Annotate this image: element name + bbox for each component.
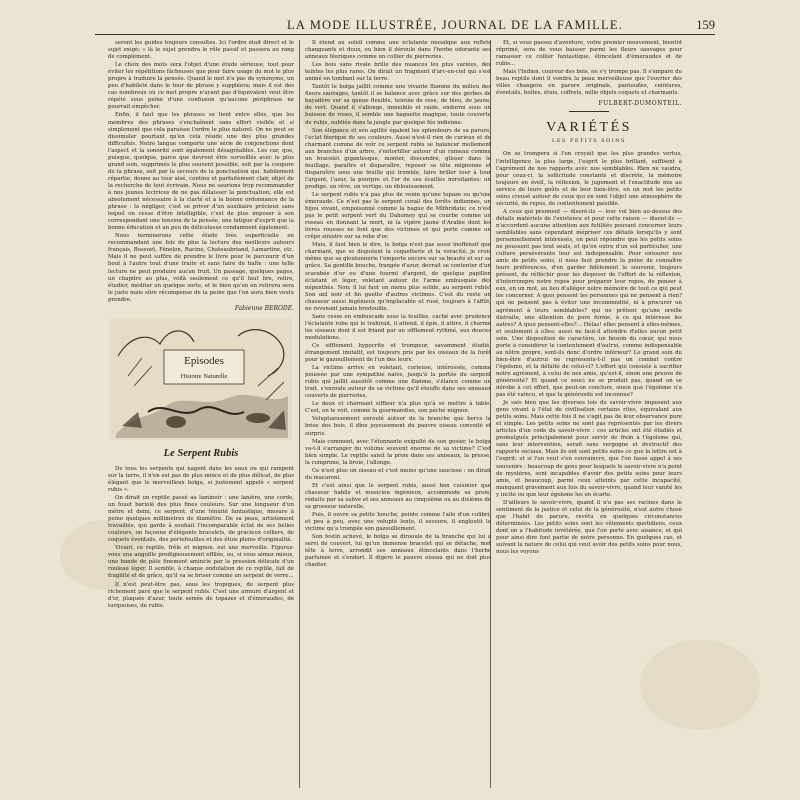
paragraph: Le choix des mots sera l'objet d'une étude sérieuse, tout pour éviter les répétitions fâcheuses que pour faire usage du mot le plus propre à traduire la pensée. Quand le mot n'a pas de synonyme, un peu d'habileté dans le tour de phrase y suppléera; mais il est des cas nombreux où ce mot propre n'ayant pas d'équivalent veut être répété sous peine d'une confusion qu'aucune périphrase ne pourrait empêcher. — [108, 62, 294, 111]
page-header — [95, 18, 715, 40]
paragraph: Le serpent rubis n'a pas plus de venin qu'une topaze ou qu'une émeraude. Ce n'est pas le serpent corail des forêts indiennes, un bijou vivant, empoisonné comme la bague de Mithridate; ce n'est pas le petit serpent vert du Dahomey qui se courbe comme un roseau en donnant la mort, ni la vipère jaune d'Arabie dont les livres rousses ne font que des victimes et qui porte comme un crêpe sinistre sur sa robe d'or. — [305, 191, 491, 241]
column-1 — [108, 40, 294, 611]
running-title: LA MODE ILLUSTRÉE, JOURNAL DE LA FAMILLE. — [287, 18, 623, 32]
paragraph: Puis, il ouvre sa petite bouche, peinte comme l'aile d'un colibri, et peu à peu, avec une volupté lente, il savoure, il engloutit la victime qu'a trompée son gazouillement. — [305, 512, 491, 533]
illustration-caption-1: Episodes — [184, 354, 224, 367]
paragraph: On se trompera si l'on croyait que les plus grandes vertus, l'intelligence la plus large, l'esprit le plus brillant, suffisent à l'agrément de nos rapports avec nos semblables. Rien ne vaudra, pour ceux-ci, la sollicitude constante et discrète, la mémoire toujours en éveil, la réflexion, le jugement et l'exactitude mis au service de leurs goûts et de leur bien-être, en un mot les petits soins creusé autour de ceux qui en sont l'objet une atmosphère de sécurité, de repos, de contentement paisible. — [496, 151, 682, 207]
paragraph: Et, si vous passez d'aventure, votre premier mouvement, bientôt réprimé, sera de vous baisser parmi les fleurs sauvages pour ramasser ce collier fantastique, étincelant d'émeraudes et de rubis... — [496, 40, 682, 68]
paragraph: On dirait un reptile passé au laminoir : une lanière, une corde, un fouet bariolé des plus fines couleurs. Sur une longueur d'un mètre et demi, ce serpent, d'une ténuité fantastique, mesure à peine quelques millimètres de diamètre. De sa peau, artistement travaillée, qui garde à souhait l'incomparable éclat de ses belles couleurs, on façonne d'élégants bracelets, de gracieux colliers, de coquets éventails, des portefeuilles et des étuis pleins d'originalité. — [108, 494, 294, 544]
illustration-caption-2: Histoire Naturelle — [180, 372, 228, 380]
paragraph: Le doux et charmant siffleur n'a plus qu'à se mettre à table. C'est, on le voit, comme la gourmandise, son péché mignon. — [305, 401, 491, 415]
engraving-illustration — [108, 316, 294, 442]
signature: FULBERT-DUMONTEIL. — [598, 100, 682, 108]
paragraph: D'ailleurs le savoir-vivre, quand il n'a pas ses racines dans le sentiment de la justice et celui de la générosité, n'est autre chose que l'habit de parure, revêtu en quelques circonstances déterminées. Les petits soins sont les vêtements quotidiens, ceux dont on a l'habitude invétérée, que l'on porte avec aisance, et qui pour ainsi dire font partie de notre personne. En quelques cas, et suivant la nature de celui qui veut avoir des petits soins pour nous, nous les voyons — [496, 499, 682, 556]
paragraph: Vivant, ce reptile, frêle et mignon, est une merveille. Figurez-vous une anguille prodigieusement effilée, ou, si vous aimez mieux, une bande de pâte finement amincie par la pression délicate d'un rouleau léger. Il semble, à chaque ondulation de ce reptile, fait de fragilité et de grâce, qu'il va se briser comme un serpent de verre... — [108, 545, 294, 580]
paragraph: seront les guides toujours consultés. Ici l'ordre était direct et le sujet exigé; « là le sujet prendra le rôle passif et passera au rang de complément. — [108, 40, 294, 61]
paragraph: Les bois sans rivale brille des nuances les plus variées, des teintes les plus rares. On dirait un fragment d'arc-en-ciel qui s'est animé en tombant sur la terre. — [305, 62, 491, 83]
paragraph: Mais, il faut bien le dire, le boïga n'est pas aussi inoffensif que charmant, que se disputent la coquetterie et la voracité; je crois même que sa gloutonnerie l'emporte encore sur sa beauté et sur sa grâce. Sa gentille bouche, frangée d'azur, devrait se contenter d'un scarabée d'or ou d'une fourmi d'argent, de quelque papillon éclatant et léger, voletant autour de l'arme embusquée des népenthès. Non; il lui faut un menu plus solide, au serpent rubis! Son œil noir et fin guette d'autres victimes. C'est du reste un chasseur aussi ingénieux qu'implacable et rusé, toujours à l'affût, ne revenant jamais bredouille. — [305, 242, 491, 312]
column-3 — [496, 40, 682, 557]
section-subtitle: LES PETITS SOINS — [552, 138, 626, 145]
paragraph: Enfin, il faut que les phrases se lient entre elles, que les membres des phrases s'enchaînent sans effort visible et si simplement que cela paraisse l'ordre le plus naturel. On ne peut se dissimuler pourtant qu'en cela réside une des plus grandes difficultés. Notre langue comporte une série de conjonctions dont l'aspect et la sonorité sont également désagréables. Les car, que, puisque, quoique, parce que devront être surveillés avec le plus grand soin, supprimés le plus souvent possible, soit par la coupure de la phrase, soit par le secours de la ponctuation qui, habilement répartie, donne au tour aisé, continu et parfaitement clair, objet de la recherche de tout écrivain. Nous ne saurions trop recommander à nos jeunes lectrices de ne pas délaisser la ponctuation; elle est absolument nécessaire à la clarté et à la bonne ordonnance de la phrase : la négliger, c'est se priver d'un auxiliaire précieux sans lequel on cesse d'être intelligible, c'est de plus imposer à son correspondant une tension de la pensée, une fatigue d'esprit que la bonne éducation et un peu de délicatesse condamnent également. — [108, 112, 294, 232]
bird-drawing — [166, 416, 186, 428]
paragraph: Je sais bien que les diverses lois du savoir-vivre imposent aux gens vivant à l'état de civilisation certains rites, équivalant aux petits soins. Mais cette fois il ne s'agit pas de leur observance pure et simple. Les petits soins ne sont pas représentés par les divers articles d'un code du savoir-vivre : ces articles ont été étudiés et promulgués principalement pour servir de frein à l'égoïsme qui, sans leur intervention, serait sans vergogne et destructif des rapports sociaux. Mais ils ont sont petits soins ce que la lettre est à l'esprit; et si l'on veut s'en convaincre, que l'on fasse appel à ses souvenirs : beaucoup de gens pour lesquels le savoir-vivre n'a point de mystères, sont incapables d'avoir des petits soins pour leurs amis, et beaucoup, parmi ceux atteints par cette incapacité, manquent gravement aux lois du savoir-vivre, quand leur vanité les y incite ou que leur égoïsme les en écarte. — [496, 400, 682, 498]
article-title: Le Serpent Rubis — [163, 447, 239, 459]
paragraph: De tous les serpents qui nagent dans les eaux ou qui rampent sur la terre, il n'en est pas de plus mince et de plus délicat, de plus élégant que le merveilleux boïga, si justement appelé « serpent rubis ». — [108, 465, 294, 493]
paragraph: Sans cesse en embuscade sous la feuillée, caché avec prudence l'éclatante robe qui le trahirait, il attend, il épie, il attire, il charme les oiseaux dont il est friand par un sifflement rythmé, aux douces modulations. — [305, 313, 491, 341]
header-rule — [95, 34, 715, 35]
paragraph: Mais l'Indien, coureur des bois, ne s'y trompe pas. Il s'empare du beau reptile dont il vendra la peau merveilleuse que l'ouvrier des villes changera en parure originale, pantoufles, ceintures, éventails, boîtes, étuis, coffrets, mille objets coquets et charmants. — [496, 69, 682, 97]
paragraph: La victime arrive en voletant, curieuse, intéressée, comme poussée par une sympathie naïve, jusqu'à la portée du serpent rubis qui jaillit aussitôt comme une flamme, s'élance comme un trait, s'enroule autour de sa victime qu'il étouffe dans ses anneaux couverts de pierreries. — [305, 365, 491, 400]
paragraph: Son festin achevé, le boïga se dirooule de la branche qui lui a servi de couvert, lui qu'un immense bracelet qui se détache, met tête à terre, arrondit ses anneaux étincelants dans l'herbe parfumée et s'endort. Il digère le pauvre oiseau qui ne doit plus chanter. — [305, 534, 491, 569]
paragraph: Et c'est ainsi que le serpent rubis, aussi bon cuisinier que chasseur habile et musicien ingénieux, accommode sa proie, réduite par sa salive et ses anneaux au cinquième ou au dixième de sa grosseur naturelle. — [305, 482, 491, 510]
paragraph: Ce n'est plus un oiseau et c'est moins qu'une saucisse : on dirait du macaroni. — [305, 467, 491, 481]
section-title: VARIÉTÉS — [546, 120, 632, 136]
paragraph: Ce sifflement hypocrite et trompeur, savamment étudié, étrangement imitatif, est toujours pris par les oiseaux de la forêt pour le gazouillement de l'un des leurs. — [305, 342, 491, 364]
paragraph: Tantôt le boïga jaillit comme une vivante flamme du milieu des fleurs sauvages, tantôt il se balance avec grâce sur des gerbes de bayadère sur sa queue flexible, teintée de rose, de bleu, de jaune, de vert. Quand il s'allonge, immobile et raide, endormi sous un buisson de roses, il semble une baguette magique, toute couverte de rubis, oubliée dans la jungle par quelque fée indienne. — [305, 84, 491, 126]
paragraph: Il étend au soleil comme une éclatante mosaïque aux reflets changeants et doux, ou bien il déroule dans l'herbe odorante ses anneaux féeriques comme un collier de pierreries. — [305, 40, 491, 61]
section-divider — [569, 111, 609, 112]
paragraph: Voluptueusement enroulé autour de la branche que berce la brise des bois, il dîne joyeusement du pauvre oiseau convoité et surpris. — [305, 416, 491, 437]
paragraph: Il n'est peut-être pas, sous les tropiques, de serpent plus richement paré que le serpent rubis. C'est une armure d'argent et d'or, plaquée d'azur, toute semée de topazes et d'émeraudes, de turquoises, de rubis. — [108, 581, 294, 609]
column-divider — [299, 40, 300, 788]
paragraph: A ceux qui prennent — disent-ils — leur vol bien au-dessus des détails matériels de l'existence et pour cette raison — disent-ils — n'accordent aucune attention aux futilités pouvant concerner leurs semblables sans cependant mépriser ces détails lorsqu'ils y sont personnellement intéressés, on peut répondre que les petits soins ne poussent pas tout seuls, et qu'en outre d'un sol particulier, une culture persévérante leur est indispensable. Pour entourer nos amis de petits soins, il nous faut prendre la peine de connaître leurs préférences, d'en garder fidèlement le souvenir, toujours présent, de réfléchir pour les disposer de l'effort de la réflexion, d'interrompre notre repos pour préparer leur repos, de penser à eux, en un mot, au lieu d'alléger notre mémoire de tout ce qui peut les concerner. A quoi pensent les personnes qui ne pensent à rien? qui ne pensent pas à éviter une incommodité, ni à procurer un agrément à leurs semblables? qui ne prêtent qu'une oreille distraite, une attention de pure forme, à ce qui intéresse les autres? A quoi pensent-elles?... Hélas! elles pensent à elles-mêmes, et seulement à elles; aussi ne faut-il attendre d'elles aucun petit soin. Une disposition de caractère, un besoin du cœur, qui nous porte à considérer le contentement d'autrui, comme indispensable au nôtre propre, sont-ils donc d'ordre inférieur? Le grand soin du bien-être d'autrui ne représente-t-il pas un combat contre l'égoïsme, et la défaite de celui-ci? L'effort qui consiste à sacrifier notre agrément, à celui de nos amis, qu'est-il, sinon une preuve de générosité? Et quand ce souci ne se produit pas, quand on se dérobe à cet effort, que peut-on conclure, sinon que l'égoïsme n'a pas été vaincu, et que la générosité est inconnue? — [496, 208, 682, 399]
page-number: 159 — [696, 18, 715, 32]
column-2 — [305, 40, 491, 570]
paragraph: Nous terminerons cette étude très superficielle en recommandant une fois de plus la lecture des meilleurs auteurs français, Bossuet, Fénelon, Racine, Chateaubriand, Lamartine, etc. Mais il ne peut suffire de prendre le livre pour le parcourir d'un bout à l'autre tout d'une traite et sans faire de halte : une telle lecture ne peut produire aucun fruit. Un passage, quelques pages, un chapitre au plus, voilà seulement ce qu'il faut lire, relire, étudier, méditer en quelque sorte, et le bien qu'on en retirera sera le juste mais sûre récompense de la peine que l'on aura bien voulu prendre. — [108, 233, 294, 303]
paragraph: Son élégance et son agilité égalent les splendeurs de sa parure, l'éclat féerique de ses couleurs. Aussi n'est-il rien de curieux et de charmant comme de voir ce serpent rubis se balancer mollement aux branches d'un arbre, s'entortiller autour d'un rameau comme un bracelet gigantesque, monter, descendre, glisser dans le feuillage, paraître et disparaître, reposer sa tête mignonne et disparaître sous une feuille qui tremble, faire briller tour à tour l'argent, l'azur, la pourpre et l'or de ses écailles miroitantes; un prodige, un rêve, un vertige, un éblouissement. — [305, 127, 491, 190]
paragraph: Mais comment, avec l'étonnante exiguïté de son gosier, le boïga va-t-il s'arranger du volume souvent énorme de sa victime? C'est bien simple. Le reptile saisit la proie dans ses anneaux, la presse, la comprime, la broie, l'allonge. — [305, 438, 491, 466]
signature: Fabienne BERODE. — [234, 304, 294, 312]
